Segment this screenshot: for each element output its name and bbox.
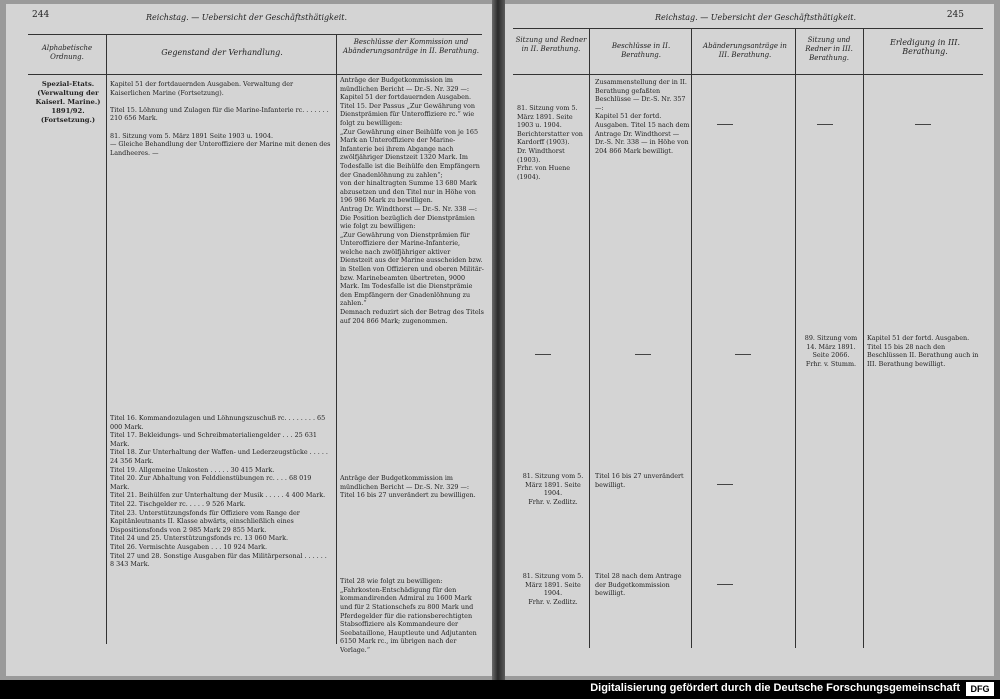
column-rule xyxy=(795,28,796,648)
left-page-number: 244 xyxy=(32,10,50,20)
col-header-erledigung-iii: Erledigung in III. Berathung. xyxy=(889,38,960,56)
book-gutter xyxy=(492,0,505,680)
right-page xyxy=(505,4,994,676)
cell-commission-titel-15: Anträge der Budgetkommission im mündlichen Bericht — Dr.-S. Nr. 329 —: Kapitel 51 der fortdauernden Ausgaben. Titel 15. Der Passus „Zur Gewährung von Dienstprämien für Unteroffiziere rc.“ wie folgt zu bewilligen: „Zur Gewährung einer Beihülfe von je 165 Mark an Unteroffiziere der Marine-Infanterie bei ihrem Abgange nach zwölfjähriger Dienstzeit 1320 Mark. Im Todesfalle ist die Beihülfe den Empfängern der Gnadenlöhnung zu zahlen“; von der hinaltragten Summe 13 680 Mark abzusetzen und den Titel nur in Höhe von 196 986 Mark zu bewilligen. Antrag Dr. Windthorst — Dr.-S. Nr. 338 —: Die Position bezüglich der Dienstprämien wie folgt zu bewilligen: „Zur Gewährung von Dienstprämien für Unteroffiziere der Marine-Infanterie, welche nach zwölfjähriger aktiver Dienstzeit aus der Marine ausscheiden bzw. in Stellen von Offizieren und oberen Militär- bzw. Marinebeamten übertreten, 9000 Mark. Im Todesfalle ist die Dienstprämie den Empfängern der Gnadenlöhnung zu zahlen.“ Demnach reduzirt sich der Betrag des Titels auf 204 866 Mark; zugenommen. xyxy=(340,76,484,325)
empty-mark xyxy=(717,124,733,125)
empty-mark xyxy=(915,124,931,125)
cell-beschluss-titel-16-27: Titel 16 bis 27 unverändert bewilligt. xyxy=(595,472,684,489)
cell-beschluss-titel-15: Zusammenstellung der in II. Berathung gefaßten Beschlüsse — Dr.-S. Nr. 357 —: Kapitel 51 der fortd. Ausgaben. Titel 15 nach dem Antrage Dr. Windthorst — Dr.-S. Nr. 338 — in Höhe von 204 866 Mark bewilligt. xyxy=(595,78,690,155)
left-running-head: Reichstag. — Uebersicht der Geschäftsthätigkeit. xyxy=(146,13,348,22)
dfg-logo: DFG xyxy=(966,682,994,696)
column-rule xyxy=(691,28,692,648)
cell-sitzung-81-titel-15: 81. Sitzung vom 5. März 1891. Seite 1903 u. 1904. Berichterstatter von Kardorff (1903). Dr. Windthorst (1903). Frhr. von Huene (1904). xyxy=(517,104,583,181)
empty-mark xyxy=(535,354,551,355)
col-header-alphabetical: Alphabetische Ordnung. xyxy=(41,44,93,61)
empty-mark xyxy=(717,584,733,585)
empty-mark xyxy=(635,354,651,355)
col-header-sitzung-ii: Sitzung und Redner in II. Berathung. xyxy=(515,36,587,53)
col-header-commission: Beschlüsse der Kommission und Abänderungsanträge in II. Berathung. xyxy=(343,38,479,55)
header-bottom-rule xyxy=(28,74,482,75)
col-header-beschluesse-ii: Beschlüsse in II. Berathung. xyxy=(611,42,671,59)
cell-commission-titel-16-28: Anträge der Budgetkommission im mündlichen Bericht — Dr.-S. Nr. 329 —: Titel 16 bis 27 unverändert zu bewilligen. Titel 28 wie folgt zu bewilligen: „Fahrkosten-Entschädigung für den kommandirenden Admiral zu 1600 Mark und für 2 Stationschefs zu 800 Mark und Pferdegelder für die rationsberechtigten Stabsoffiziere als Kommandeure der Seebataillone, Hauptleute und Adjutanten 6150 Mark rc., im übrigen nach der Vorlage.“ xyxy=(340,474,477,654)
cell-spezial-etats: Spezial-Etats. (Verwaltung der Kaiserl. Marine.) 1891/92. (Fortsetzung.) xyxy=(35,80,101,124)
header-top-rule xyxy=(28,34,482,35)
footer-credit: Digitalisierung gefördert durch die Deutsche Forschungsgemeinschaft xyxy=(590,682,960,694)
cell-beschluss-titel-28: Titel 28 nach dem Antrage der Budgetkommission bewilligt. xyxy=(595,572,682,598)
right-page-number: 245 xyxy=(946,10,964,20)
left-page xyxy=(6,4,492,676)
cell-sitzung-81-titel-16-27: 81. Sitzung vom 5. März 1891. Seite 1904. Frhr. v. Zedlitz. xyxy=(522,472,584,506)
footer-bar xyxy=(0,680,1000,699)
empty-mark xyxy=(735,354,751,355)
col-header-sitzung-iii: Sitzung und Redner in III. Berathung. xyxy=(805,36,853,62)
col-header-antraege-iii: Abänderungsanträge in III. Berathung. xyxy=(703,42,787,59)
cell-erledigung-iii: Kapitel 51 der fortd. Ausgaben. Titel 15 bis 28 nach den Beschlüssen II. Berathung auch in III. Berathung bewilligt. xyxy=(867,334,979,368)
cell-sitzung-89: 89. Sitzung vom 14. März 1891. Seite 2066. Frhr. v. Stumm. xyxy=(804,334,858,368)
empty-mark xyxy=(717,484,733,485)
cell-subject-titel-15: Kapitel 51 der fortdauernden Ausgaben. Verwaltung der Kaiserlichen Marine (Fortsetzung). Titel 15. Löhnung und Zulagen für die Marine-Infanterie rc. . . . . . . 210 656 Mark. 81. Sitzung vom 5. März 1891 Seite 1903 u. 1904. — Gleiche Behandlung der Unteroffiziere der Marine mit denen des Landheeres. — xyxy=(110,80,331,157)
cell-subject-titel-16-28: Titel 16. Kommandozulagen und Löhnungszuschuß rc. . . . . . . . 65 000 Mark. Titel 17. Bekleidungs- und Schreibmaterialiengelder . . . 25 631 Mark. Titel 18. Zur Unterhaltung der Waffen- und Lederzeugstücke . . . . . 24 356 Mark. Titel 19. Allgemeine Unkosten . . . . . 30 415 Mark. Titel 20. Zur Abhaltung von Felddienstübungen rc. . . . 68 019 Mark. Titel 21. Beihülfen zur Unterhaltung der Musik . . . . . 4 400 Mark. Titel 22. Tischgelder rc. . . . . 9 526 Mark. Titel 23. Unterstützungsfonds für Offiziere vom Range der Kapitänleutnants II. Klasse abwärts, einschließlich eines Dispositionsfonds von 2 985 Mark 29 855 Mark. Titel 24 und 25. Unterstützungsfonds rc. 13 060 Mark. Titel 26. Vermischte Ausgaben . . . 10 924 Mark. Titel 27 und 28. Sonstige Ausgaben für das Militärpersonal . . . . . . 8 343 Mark. xyxy=(110,414,328,569)
column-rule xyxy=(589,28,590,648)
header-bottom-rule xyxy=(513,74,983,75)
column-rule xyxy=(106,34,107,644)
column-rule xyxy=(336,34,337,644)
cell-sitzung-81-titel-28: 81. Sitzung vom 5. März 1891. Seite 1904. Frhr. v. Zedlitz. xyxy=(522,572,584,606)
right-running-head: Reichstag. — Uebersicht der Geschäftsthätigkeit. xyxy=(655,13,857,22)
empty-mark xyxy=(817,124,833,125)
col-header-subject: Gegenstand der Verhandlung. xyxy=(161,48,283,57)
column-rule xyxy=(863,28,864,648)
header-top-rule xyxy=(513,28,983,29)
